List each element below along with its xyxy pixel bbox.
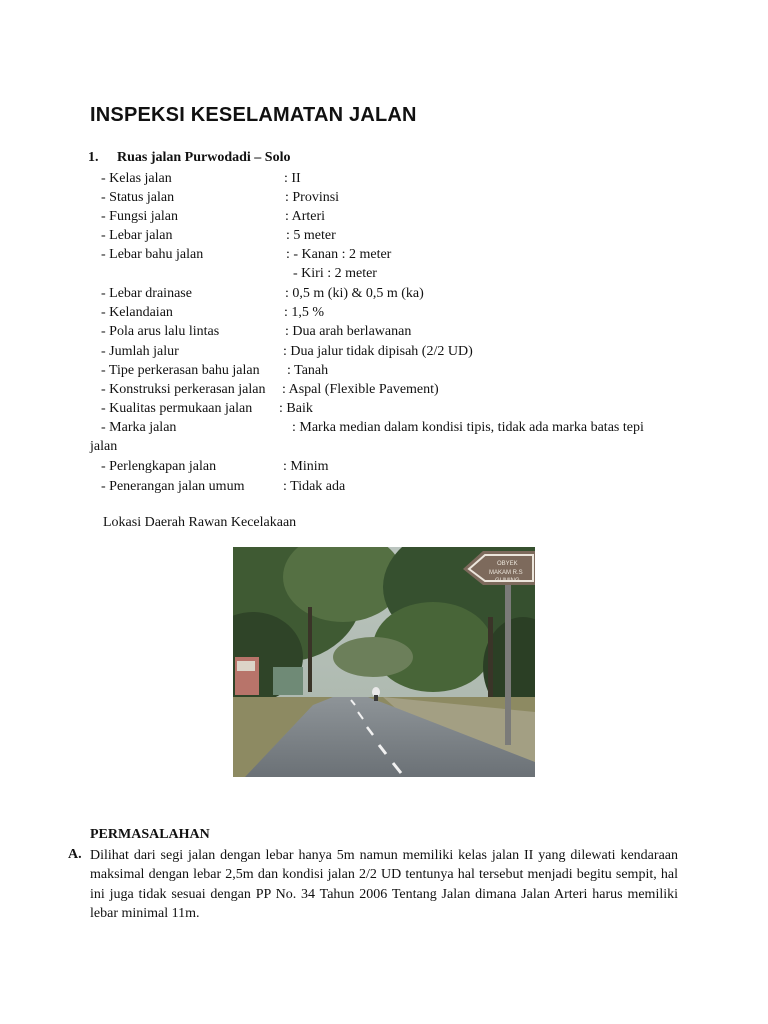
spec-value-fungsi: : Arteri [285,209,326,224]
spec-value-marka-continued: jalan [90,439,118,454]
spec-value-bahu-kanan: : - Kanan : 2 meter [286,247,392,262]
spec-label-penerangan: - Penerangan jalan umum [101,479,245,494]
spec-value-tipe-bahu: : Tanah [287,363,329,378]
spec-label-tipe-bahu: - Tipe perkerasan bahu jalan [101,363,260,378]
spec-value-perlengkapan: : Minim [283,459,329,474]
spec-value-penerangan: : Tidak ada [283,479,346,494]
photo-caption: Lokasi Daerah Rawan Kecelakaan [103,515,297,530]
spec-label-lebar: - Lebar jalan [101,228,173,243]
permasalahan-heading: PERMASALAHAN [90,827,210,842]
spec-label-marka: - Marka jalan [101,420,177,435]
sign-line-3: GUMING [495,578,520,584]
permasalahan-item-marker: A. [68,847,82,862]
spec-label-pola-arus: - Pola arus lalu lintas [101,324,220,339]
sign-line-1: OBYEK [497,561,518,567]
spec-value-konstruksi: : Aspal (Flexible Pavement) [282,382,439,397]
spec-label-perlengkapan: - Perlengkapan jalan [101,459,217,474]
spec-label-drainase: - Lebar drainase [101,286,192,301]
spec-value-kualitas: : Baik [279,401,313,416]
sign-line-2: MAKAM R.S [489,570,523,576]
section-number: 1. [88,150,99,165]
spec-value-kelas: : II [284,171,301,186]
spec-label-status: - Status jalan [101,190,175,205]
spec-label-kelandaian: - Kelandaian [101,305,173,320]
document-title: INSPEKSI KESELAMATAN JALAN [90,104,417,126]
permasalahan-item-text: Dilihat dari segi jalan dengan lebar hanya 5m namun memiliki kelas jalan II yang dilewati kendaraan maksimal dengan lebar 2,5m dan kondisi jalan 2/2 UD tentunya hal tersebut menjadi begitu sempit, hal ini juga tidak sesuai dengan PP No. 34 Tahun 2006 Tentang Jalan dimana Jalan Arteri harus memiliki lebar minimal 11m. [90,848,678,921]
spec-label-fungsi: - Fungsi jalan [101,209,178,224]
road-photo [233,547,535,777]
spec-label-konstruksi: - Konstruksi perkerasan jalan [101,382,266,397]
spec-label-bahu: - Lebar bahu jalan [101,247,204,262]
spec-value-kelandaian: : 1,5 % [284,305,325,320]
spec-value-jumlah-jalur: : Dua jalur tidak dipisah (2/2 UD) [283,344,473,359]
spec-value-marka: : Marka median dalam kondisi tipis, tidak ada marka batas tepi [292,420,644,435]
spec-value-drainase: : 0,5 m (ki) & 0,5 m (ka) [285,286,424,301]
spec-value-bahu-kiri: - Kiri : 2 meter [293,266,377,281]
spec-label-kualitas: - Kualitas permukaan jalan [101,401,253,416]
spec-value-status: : Provinsi [285,190,340,205]
spec-label-jumlah-jalur: - Jumlah jalur [101,344,179,359]
section-title: Ruas jalan Purwodadi – Solo [117,150,291,165]
spec-value-lebar: : 5 meter [286,228,336,243]
spec-value-pola-arus: : Dua arah berlawanan [285,324,412,339]
spec-label-kelas: - Kelas jalan [101,171,172,186]
